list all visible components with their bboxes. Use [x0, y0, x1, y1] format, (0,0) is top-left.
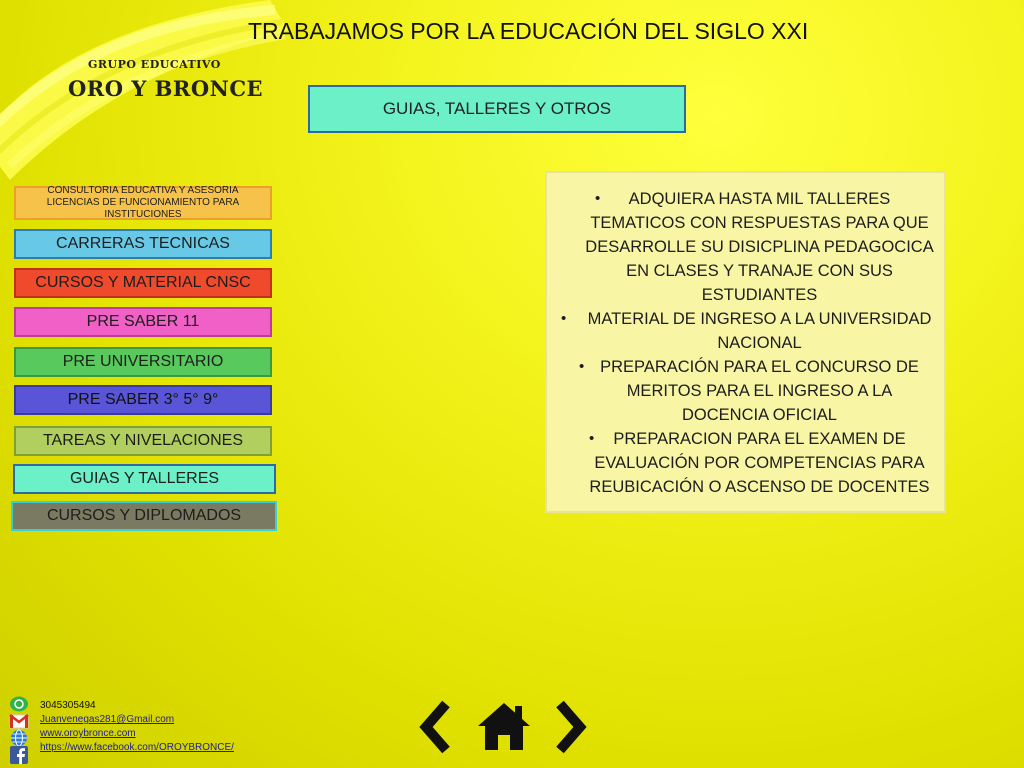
facebook-link[interactable]: https://www.facebook.com/OROYBRONCE/ — [40, 742, 234, 753]
services-list — [555, 187, 934, 499]
phone-number: 3045305494 — [40, 700, 96, 711]
nav-pre-universitario-label: PRE UNIVERSITARIO — [62, 353, 224, 370]
list-item — [555, 187, 934, 307]
globe-icon — [8, 730, 30, 746]
facebook-icon — [8, 747, 30, 763]
nav-consultoria-label: CONSULTORIA EDUCATIVA Y ASESORIA LICENCIAS DE FUNCIONAMIENTO PARA INSTITUCIONES — [46, 185, 240, 220]
nav-carreras-tecnicas-button[interactable] — [14, 229, 272, 259]
bullet-icon: • — [579, 358, 585, 375]
service-item-text: PREPARACION PARA EL EXAMEN DE EVALUACIÓN POR COMPETENCIAS PARA REUBICACIÓN O ASCENSO DE DOCENTES — [589, 430, 930, 496]
nav-cursos-diplomados-button[interactable] — [11, 501, 277, 531]
bullet-icon: • — [561, 310, 567, 327]
list-item — [555, 307, 934, 355]
nav-carreras-tecnicas-label: CARRERAS TECNICAS — [56, 235, 230, 252]
nav-pre-saber-11-label: PRE SABER 11 — [86, 313, 200, 330]
services-info-box — [545, 171, 946, 513]
brand-subtitle: GRUPO EDUCATIVO — [88, 58, 221, 71]
page-title: TRABAJAMOS POR LA EDUCACIÓN DEL SIGLO XXI — [248, 18, 809, 44]
email-link[interactable]: Juanvenegas281@Gmail.com — [40, 714, 175, 725]
list-item — [555, 427, 934, 499]
nav-cursos-material-cnsc-button[interactable] — [14, 268, 272, 298]
nav-cursos-material-cnsc-label: CURSOS Y MATERIAL CNSC — [35, 274, 251, 291]
service-item-text: MATERIAL DE INGRESO A LA UNIVERSIDAD NACIONAL — [587, 310, 932, 352]
nav-guias-talleres-button[interactable] — [13, 464, 276, 494]
service-item-text: PREPARACIÓN PARA EL CONCURSO DE MERITOS PARA EL INGRESO A LA DOCENCIA OFICIAL — [600, 358, 919, 424]
nav-pre-saber-3-5-9-button[interactable] — [14, 385, 272, 415]
brand-name: ORO Y BRONCE — [68, 76, 264, 101]
website-link[interactable]: www.oroybronce.com — [40, 728, 136, 739]
home-icon[interactable] — [476, 700, 532, 752]
chevron-right-icon[interactable] — [550, 700, 590, 754]
nav-pre-universitario-button[interactable] — [14, 347, 272, 377]
nav-pre-saber-11-button[interactable] — [14, 307, 272, 337]
contact-lines — [40, 699, 234, 755]
nav-consultoria-button[interactable] — [14, 186, 272, 220]
chevron-left-icon[interactable] — [416, 700, 456, 754]
whatsapp-icon — [8, 696, 30, 712]
nav-pre-saber-3-5-9-label: PRE SABER 3° 5° 9° — [67, 391, 219, 408]
list-item — [555, 355, 934, 427]
bullet-icon: • — [595, 190, 601, 207]
nav-tareas-nivelaciones-button[interactable] — [14, 426, 272, 456]
nav-tareas-nivelaciones-label: TAREAS Y NIVELACIONES — [42, 432, 244, 449]
contact-icons — [8, 696, 34, 764]
bullet-icon: • — [589, 430, 595, 447]
service-item-text: ADQUIERA HASTA MIL TALLERES TEMATICOS CON RESPUESTAS PARA QUE DESARROLLE SU DISICPLINA PEDAGOCICA EN CLASES Y TRANAJE CON SUS ESTUDIANTES — [585, 190, 934, 304]
nav-guias-talleres-label: GUIAS Y TALLERES — [69, 470, 220, 487]
nav-cursos-diplomados-label: CURSOS Y DIPLOMADOS — [46, 507, 242, 524]
guias-talleres-otros-button[interactable]: GUIAS, TALLERES Y OTROS — [308, 85, 686, 133]
gmail-icon — [8, 713, 30, 729]
